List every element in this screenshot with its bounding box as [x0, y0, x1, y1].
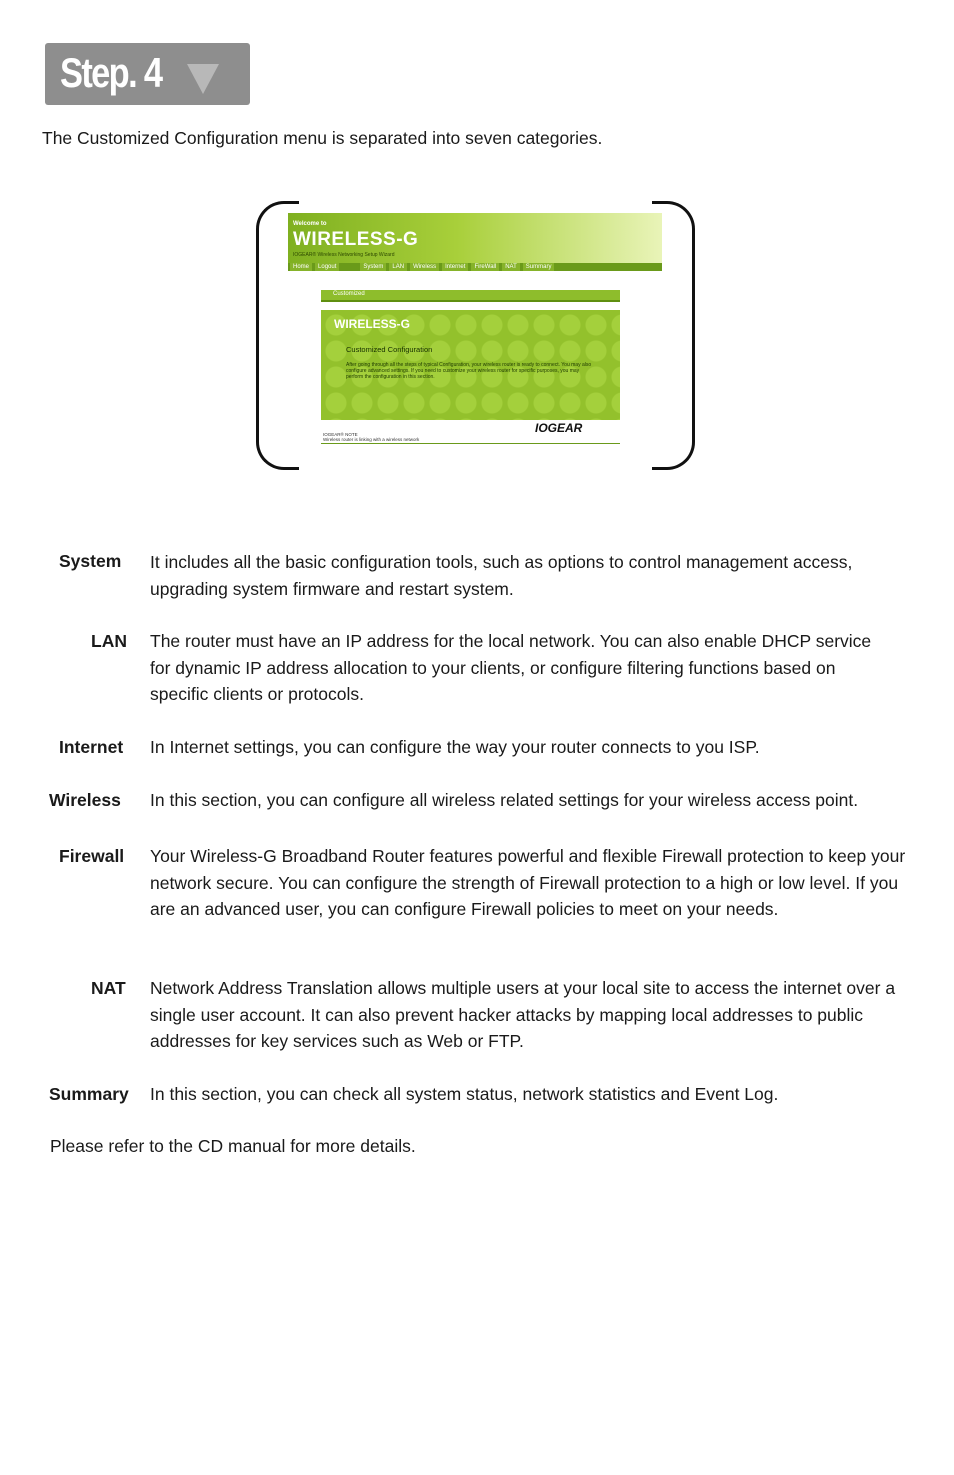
term-lan: LAN	[91, 631, 127, 651]
term-internet: Internet	[59, 737, 124, 757]
panel-title: Customized Configuration	[346, 345, 433, 354]
nav-system: System	[360, 263, 386, 271]
triangle-down-icon	[187, 64, 219, 94]
term-firewall: Firewall	[59, 846, 125, 866]
nav-summary: Summary	[523, 263, 555, 271]
step-badge	[45, 43, 250, 105]
banner-subtitle: IOGEAR® Wireless Networking Setup Wizard	[293, 252, 395, 258]
nav-lan: LAN	[389, 263, 407, 271]
panel-body: After going through all the steps of typical Configuration, your wireless router is ready to connect. You may also configure advanced settings. If you need to customize your wireless router for specific purposes, you may perform the configuration in this section.	[346, 362, 592, 380]
desc-nat: Network Address Translation allows multiple users at your local site to access the internet over a single user account. It can also prevent hacker attacks by mapping local addresses to public addresses for key services such as Web or FTP.	[150, 978, 896, 1051]
desc-firewall: Your Wireless-G Broadband Router features powerful and flexible Firewall protection to keep your network secure. You can configure the strength of Firewall protection to a high or low level. If you are an advanced user, you can configure Firewall policies to meet on your needs.	[150, 846, 906, 919]
nav-firewall: FireWall	[471, 263, 499, 271]
nav-wireless: Wireless	[410, 263, 439, 271]
desc-summary: In this section, you can check all system status, network statistics and Event Log.	[150, 1084, 779, 1104]
nav-home: Home	[290, 263, 312, 271]
iogear-logo: IOGEAR	[535, 421, 583, 435]
nav-nat: NAT	[502, 263, 520, 271]
footer-divider	[321, 443, 620, 444]
router-nav	[288, 263, 662, 271]
banner-welcome: Welcome to	[293, 221, 327, 227]
term-wireless: Wireless	[49, 790, 121, 810]
config-panel	[321, 310, 620, 420]
panel-brand: WIRELESS-G	[334, 317, 411, 331]
desc-lan: The router must have an IP address for the local network. You can also enable DHCP service for dynamic IP address allocation to your clients, or configure filtering functions based on specific clients or protocols.	[150, 631, 872, 704]
section-bar	[321, 290, 620, 302]
nav-logout: Logout	[315, 263, 339, 271]
router-banner	[288, 213, 662, 263]
desc-internet: In Internet settings, you can configure the way your router connects to you ISP.	[150, 737, 760, 757]
nav-internet: Internet	[442, 263, 468, 271]
banner-brand: WIRELESS-G	[293, 229, 419, 250]
desc-wireless: In this section, you can configure all wireless related settings for your wireless access point.	[150, 790, 859, 810]
term-system: System	[59, 551, 122, 571]
term-summary: Summary	[49, 1084, 129, 1104]
closing-note: Please refer to the CD manual for more details.	[50, 1136, 416, 1156]
intro-text: The Customized Configuration menu is separated into seven categories.	[42, 128, 603, 148]
desc-system: It includes all the basic configuration tools, such as options to control management access, upgrading system firmware and restart system.	[150, 552, 853, 599]
step-title: Step. 4	[60, 49, 162, 96]
footer-line1: IOGEAR® NOTE	[323, 432, 358, 437]
term-nat: NAT	[91, 978, 126, 998]
section-bar-label: Customized	[333, 291, 365, 297]
panel-footer	[323, 432, 419, 442]
router-ui-screenshot	[288, 213, 662, 453]
footer-line2: Wireless router is linking with a wireless network	[323, 437, 420, 442]
